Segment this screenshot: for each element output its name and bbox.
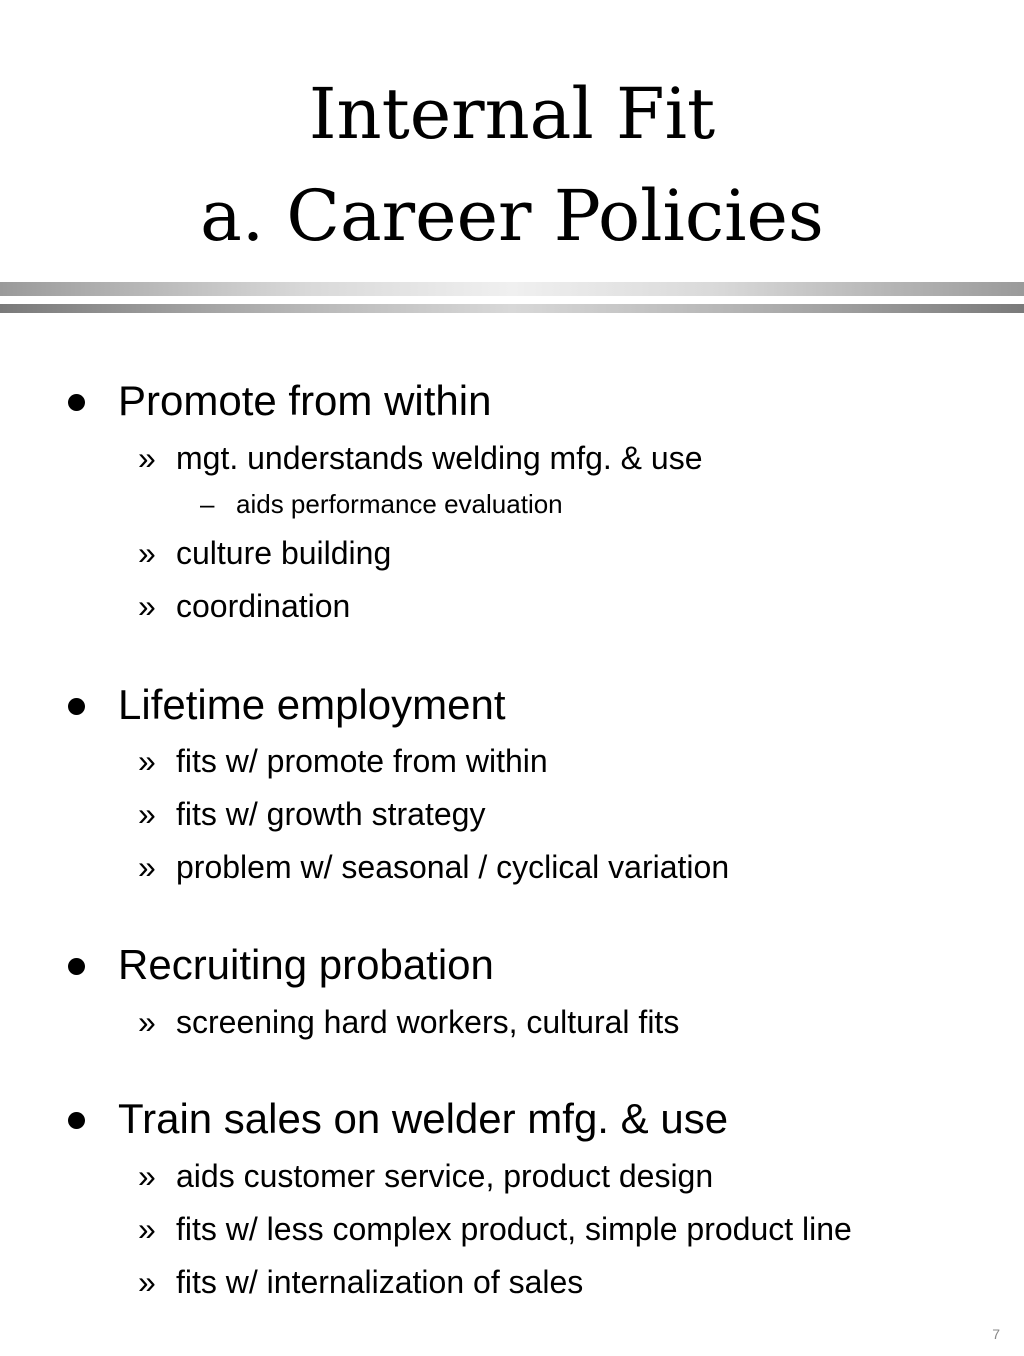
- sub-item: coordination: [176, 588, 351, 624]
- raquo-marker-icon: »: [138, 1264, 156, 1300]
- dash-marker-icon: –: [200, 489, 215, 519]
- raquo-marker-icon: »: [138, 743, 156, 779]
- bullet-dot-icon: [68, 1112, 85, 1129]
- raquo-marker-icon: »: [138, 1158, 156, 1194]
- sub-item: screening hard workers, cultural fits: [176, 1004, 680, 1040]
- title-divider-top: [0, 282, 1024, 296]
- page-number: 7: [992, 1326, 1000, 1342]
- bullet-dot-icon: [68, 394, 85, 411]
- sub-item: fits w/ growth strategy: [176, 796, 486, 832]
- title-divider-bottom: [0, 304, 1024, 313]
- bullet-dot-icon: [68, 958, 85, 975]
- sub-item: aids customer service, product design: [176, 1158, 714, 1194]
- sub-sub-item: aids performance evaluation: [236, 489, 563, 519]
- slide-title-line-1: Internal Fit: [308, 73, 716, 155]
- section-heading-2: Lifetime employment: [118, 681, 506, 728]
- section-heading-3: Recruiting probation: [118, 941, 494, 988]
- section-heading-4: Train sales on welder mfg. & use: [118, 1095, 729, 1142]
- sub-item: mgt. understands welding mfg. & use: [176, 440, 703, 476]
- raquo-marker-icon: »: [138, 1004, 156, 1040]
- raquo-marker-icon: »: [138, 588, 156, 624]
- slide-title-line-2: a. Career Policies: [200, 175, 824, 257]
- raquo-marker-icon: »: [138, 440, 156, 476]
- sub-item: fits w/ internalization of sales: [176, 1264, 584, 1300]
- raquo-marker-icon: »: [138, 796, 156, 832]
- raquo-marker-icon: »: [138, 535, 156, 571]
- raquo-marker-icon: »: [138, 849, 156, 885]
- sub-item: fits w/ less complex product, simple product line: [176, 1211, 852, 1247]
- bullet-dot-icon: [68, 698, 85, 715]
- section-heading-1: Promote from within: [118, 377, 492, 424]
- sub-item: fits w/ promote from within: [176, 743, 548, 779]
- raquo-marker-icon: »: [138, 1211, 156, 1247]
- sub-item: problem w/ seasonal / cyclical variation: [176, 849, 730, 885]
- sub-item: culture building: [176, 535, 392, 571]
